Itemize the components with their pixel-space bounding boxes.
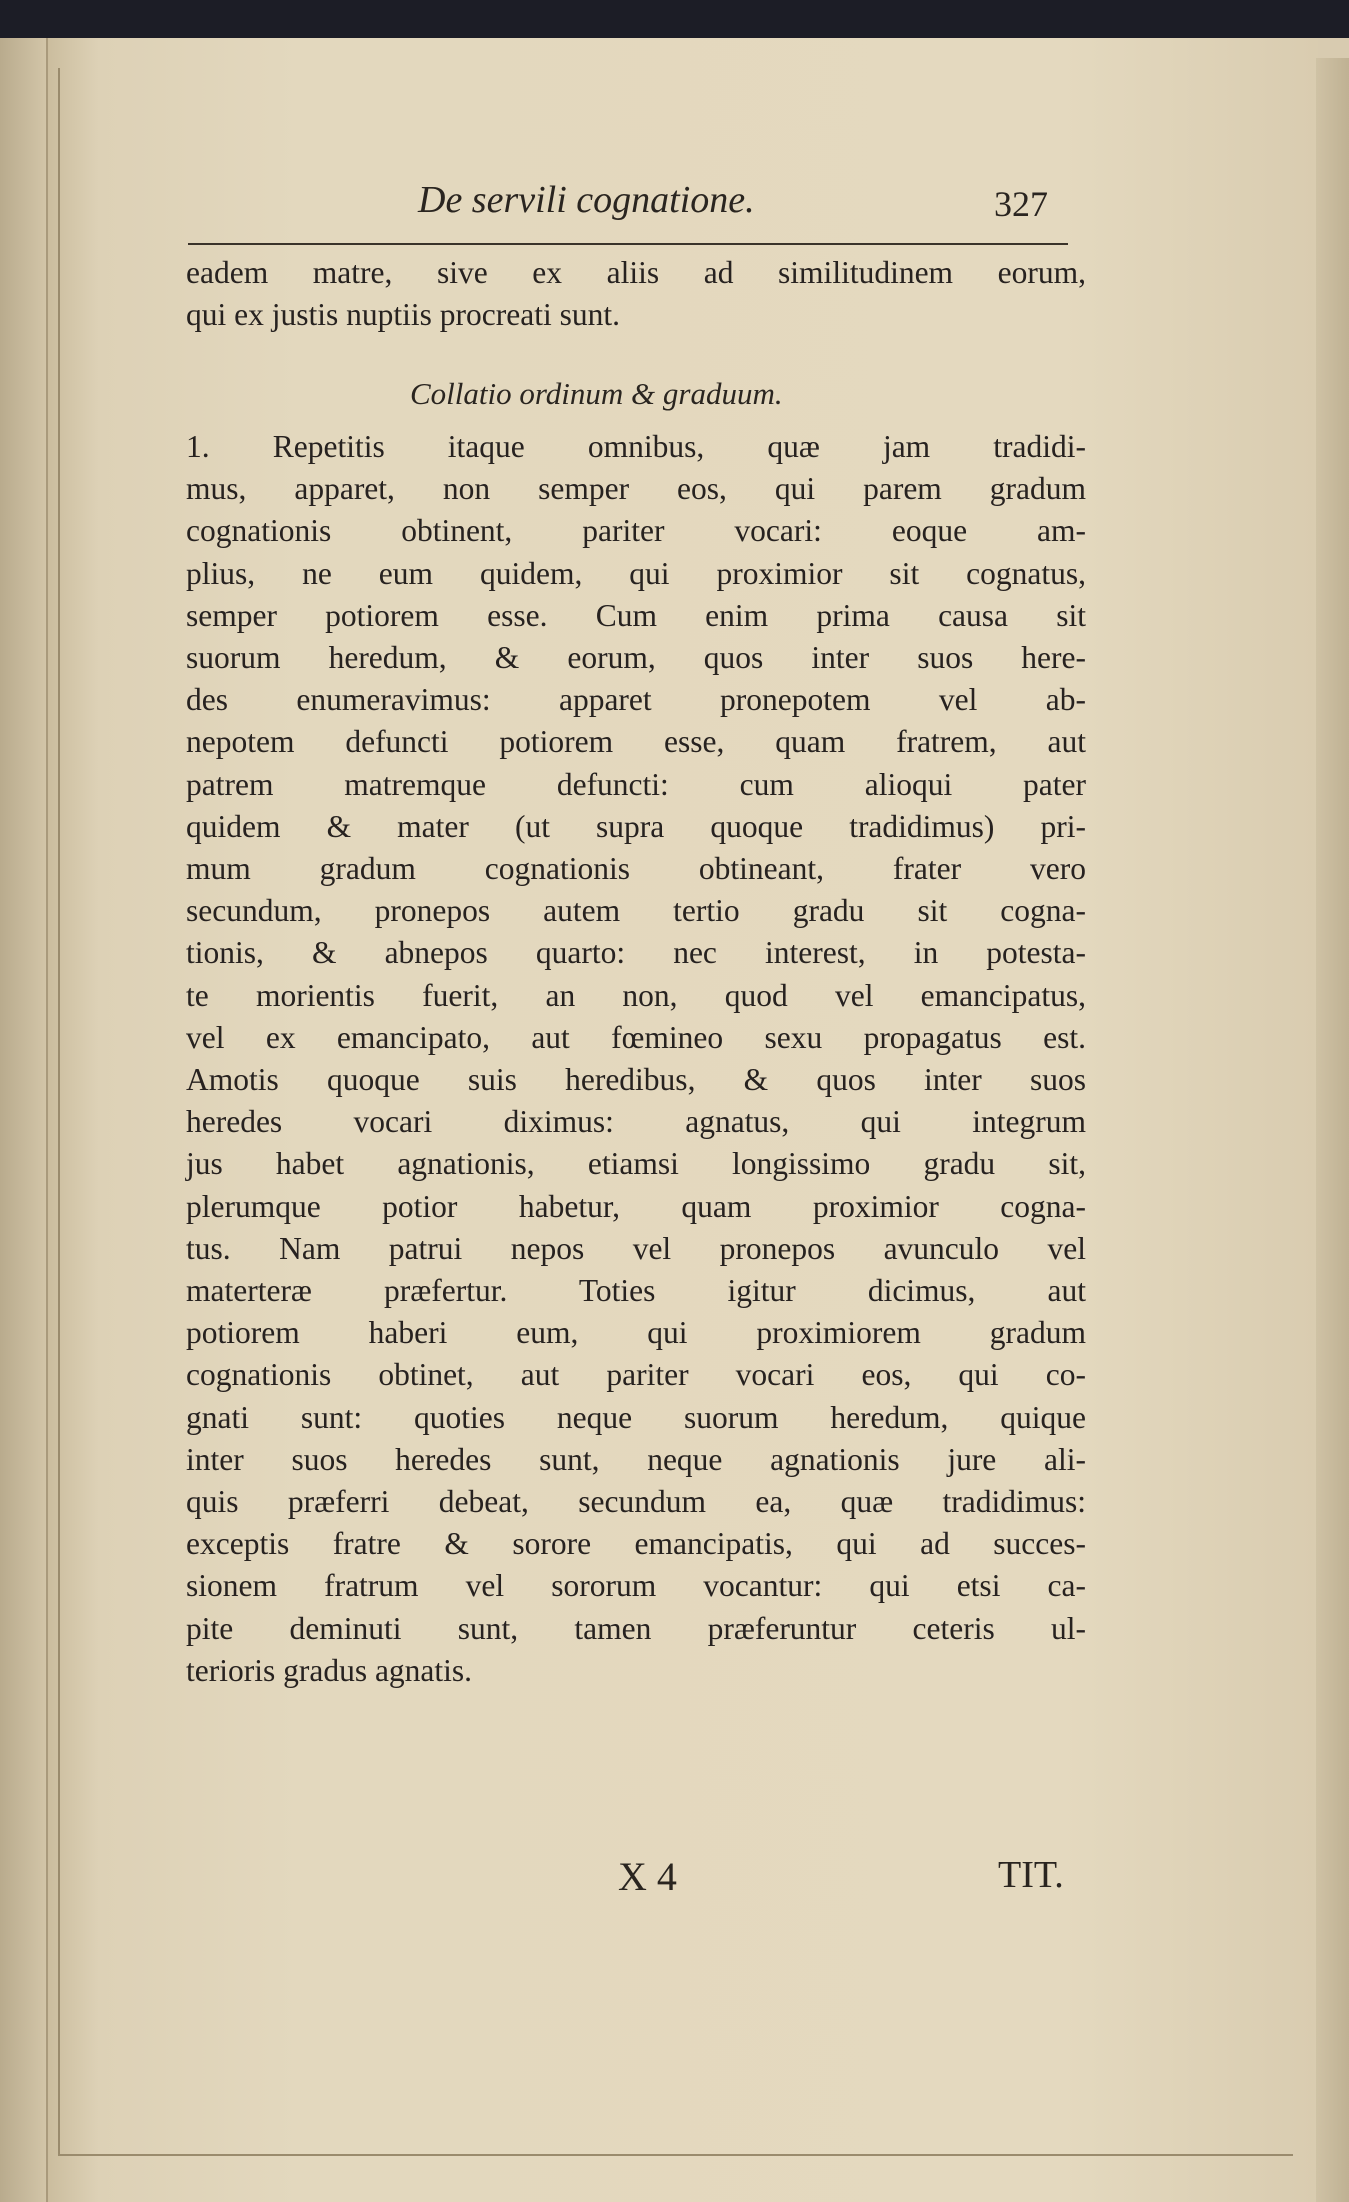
text-line: tus. Nam patrui nepos vel pronepos avunculo vel (186, 1230, 1086, 1266)
catchword: TIT. (998, 1854, 1064, 1896)
text-line: nepotem defuncti potiorem esse, quam fratrem, aut (186, 724, 1086, 760)
text-line: Amotis quoque suis heredibus, & quos inter suos (186, 1062, 1086, 1098)
running-head-title: De servili cognatione. (418, 179, 755, 221)
text-line: cognationis obtinent, pariter vocari: eoque am- (186, 513, 1086, 549)
text-line: semper potiorem esse. Cum enim prima causa sit (186, 597, 1086, 633)
text-line: mum gradum cognationis obtineant, frater vero (186, 851, 1086, 887)
text-line: jus habet agnationis, etiamsi longissimo gradu sit, (186, 1146, 1086, 1182)
text-line: quis præferri debeat, secundum ea, quæ tradidimus: (186, 1484, 1086, 1520)
page-frame-left (58, 68, 60, 2154)
text-line: qui ex justis nuptiis procreati sunt. (186, 297, 620, 333)
section-subheading: Collatio ordinum & graduum. (410, 376, 783, 411)
main-paragraph (186, 426, 1086, 1692)
text-line: patrem matremque defuncti: cum alioqui pater (186, 766, 1086, 802)
running-head (48, 138, 1318, 224)
text-line: inter suos heredes sunt, neque agnationis jure ali- (186, 1441, 1086, 1477)
text-line: exceptis fratre & sorore emancipatis, qui ad succes- (186, 1526, 1086, 1562)
text-line: sionem fratrum vel sororum vocantur: qui etsi ca- (186, 1568, 1086, 1604)
text-line: te morientis fuerit, an non, quod vel emancipatus, (186, 977, 1086, 1013)
text-line: cognationis obtinet, aut pariter vocari eos, qui co- (186, 1357, 1086, 1393)
text-line: pite deminuti sunt, tamen præferuntur ceteris ul- (186, 1610, 1086, 1646)
page-leaf (46, 38, 1318, 2202)
book-spine-edge (0, 38, 46, 2202)
scanned-page (0, 38, 1349, 2202)
page-number: 327 (994, 184, 1048, 224)
text-line: tionis, & abnepos quarto: nec interest, in potesta- (186, 935, 1086, 971)
text-line: des enumeravimus: apparet pronepotem vel ab- (186, 682, 1086, 718)
text-line: heredes vocari diximus: agnatus, qui integrum (186, 1104, 1086, 1140)
text-line: plius, ne eum quidem, qui proximior sit cognatus, (186, 555, 1086, 591)
text-line: quidem & mater (ut supra quoque tradidimus) pri- (186, 808, 1086, 844)
text-line: vel ex emancipato, aut fœmineo sexu propagatus est. (186, 1019, 1086, 1055)
head-rule (188, 243, 1068, 245)
text-line: secundum, pronepos autem tertio gradu sit cogna- (186, 893, 1086, 929)
text-line: gnati sunt: quoties neque suorum heredum, quique (186, 1399, 1086, 1435)
carryover-text (186, 252, 1086, 336)
text-line: 1. Repetitis itaque omnibus, quæ jam tradidi- (186, 429, 1086, 464)
text-line: potiorem haberi eum, qui proximiorem gradum (186, 1315, 1086, 1351)
signature-mark: X 4 (618, 1854, 677, 1899)
text-line: eadem matre, sive ex aliis ad similitudinem eorum, (186, 255, 1086, 290)
fore-edge (1316, 58, 1349, 2202)
text-line: suorum heredum, & eorum, quos inter suos here- (186, 640, 1086, 676)
page-frame-bottom (58, 2154, 1293, 2156)
text-line: materteræ præfertur. Toties igitur dicimus, aut (186, 1273, 1086, 1309)
text-line: terioris gradus agnatis. (186, 1652, 473, 1688)
text-line: mus, apparet, non semper eos, qui parem gradum (186, 471, 1086, 507)
text-line: plerumque potior habetur, quam proximior cogna- (186, 1188, 1086, 1224)
